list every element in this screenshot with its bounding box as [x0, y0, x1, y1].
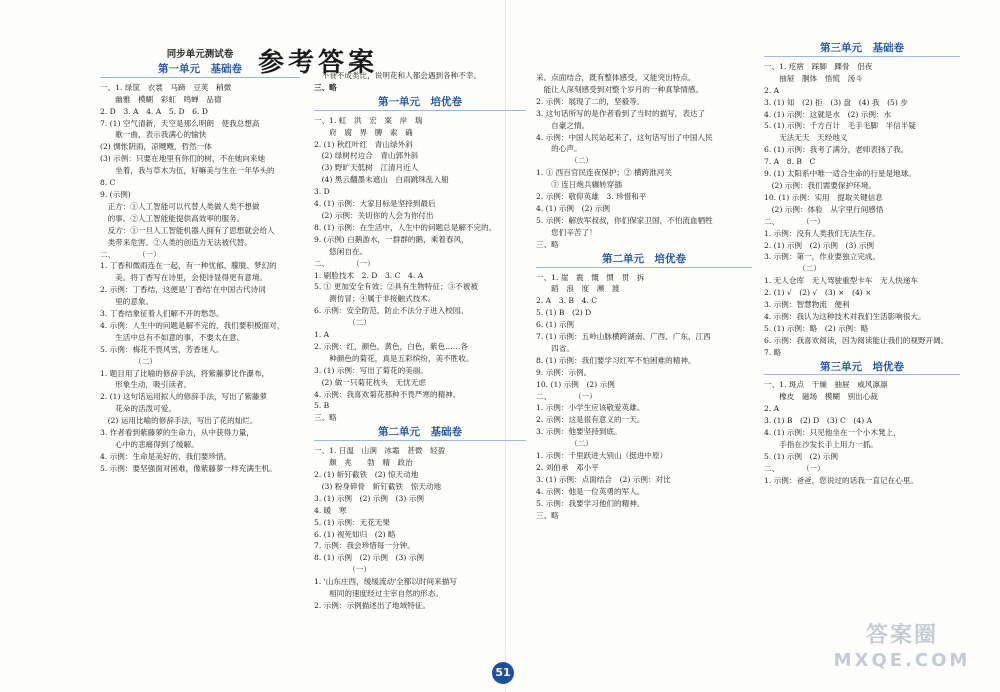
answer-line: 相同的速度经过主宰自然的形态。 — [314, 589, 444, 599]
answer-line: （二） — [536, 156, 593, 166]
answer-line: 花朵的活泼可爱。 — [100, 404, 176, 414]
answer-line: 5. 示例：梅花不畏风雪，芳香迷人。 — [100, 344, 224, 354]
answer-line: 2. 示例：丁香结，这便是'丁香结'在中国古代诗词 — [100, 285, 266, 295]
answer-line: 5. ① 更加安全有效；②具有生物特征；③不被被 — [314, 282, 478, 292]
answer-line: 幽雅 模糊 彩虹 鸣蝉 品德 — [100, 94, 222, 104]
answer-line: 8. C — [100, 178, 116, 188]
answer-line: 2. 示例：展现了二的，坚毅等。 — [536, 96, 645, 106]
answer-line: 2. (1) 示例 (2) 示例 (3) 示例 — [764, 240, 874, 250]
answer-line: 1. 丁香和微雨连在一起，有一种忧郁、朦胧、梦幻的 — [100, 261, 277, 271]
answer-line: 7. 略 — [764, 347, 782, 357]
answer-line: 悠闲自在。 — [314, 246, 368, 256]
answer-line: (2) 惆怅阴雨，凉飕飕，哲然一体 — [100, 142, 212, 152]
answer-line: 4. 示例：他是一位英勇的军人。 — [536, 486, 645, 496]
answer-line: 4. 示例：生命是美好的，我们要珍惜。 — [100, 451, 232, 461]
answer-line: 2. 刘伯承 邓小平 — [536, 463, 599, 472]
answer-line: 1. 无人仓库 无人驾驶重型卡车 无人快递车 — [764, 276, 918, 286]
answer-line: 3. D — [314, 187, 330, 197]
answer-line: 4. 示例：中国人民站起来了，这句话写出了中国人民 — [536, 132, 713, 142]
answer-line: 1. 示例：没有人类我们无法生存。 — [764, 228, 880, 238]
answer-line: 6. 示例：我喜欢阅读，因为阅读能让我们的视野开阔。 — [764, 335, 949, 345]
answer-line: 三、略 — [314, 413, 337, 423]
answer-line: (2) 绿树村边合 青山郭外斜 — [314, 151, 419, 161]
answer-line: 4. (1) 示例：大家目标是坚持到最后 — [314, 199, 436, 209]
answer-line: 二、 （一） — [764, 216, 825, 226]
answer-line: 3. (1) 知 (2) 拒 (3) 盘 (4) 我 (5) 步 — [764, 97, 908, 107]
answer-line: 6. 示例：安全防范，防止不法分子进入校园。 — [314, 306, 468, 316]
answer-line: 能让人深刻感受到对整个岁月的一种真挚情感。 — [536, 84, 704, 94]
page-number: 51 — [492, 662, 514, 684]
answer-line: 2. 示例：敬仰英雄 3. 珍惜和平 — [536, 192, 647, 202]
answer-line: 三、略 — [314, 82, 337, 92]
answer-line: 2. (1) √ (2) √ (3) × (4) × — [764, 288, 872, 298]
answer-line: 美。将丁香写在诗里，会使诗显得更有意境。 — [100, 273, 268, 283]
answer-line: 9. (示例) — [100, 189, 131, 199]
answer-line: 6. (1) 示例 — [536, 320, 575, 330]
answer-line: 3. (1) 示例 (2) 示例 (3) 示例 — [314, 493, 424, 503]
answer-line: （一） — [314, 565, 371, 575]
column-3 — [536, 72, 752, 522]
answer-line: (2) 示例：体验 从字里行间感悟 — [764, 204, 884, 214]
answer-line: 一、1. 疙瘩 踩脚 踝骨 侣夜 — [764, 61, 873, 71]
answer-line: （二） — [764, 264, 821, 274]
answer-line: 1. 示例：小学生应该敬爱英雄。 — [536, 403, 645, 413]
answer-line: 3. 示例：他要坚持到底。 — [536, 427, 622, 437]
answer-line: (3) 野旷天低树 江清月近人 — [314, 163, 419, 173]
answer-line: 无法无天 天经地义 — [764, 133, 848, 143]
answer-line: 3. 示例：第一，作业要独立完成。 — [764, 252, 880, 262]
answer-line: 5. 示例：解放军叔叔，你们保家卫国，不怕流血牺牲 — [536, 215, 713, 225]
answer-line: 抽屉 胴体 悟慌 汤斗 — [764, 73, 863, 83]
unit-heading: 第一单元 培优卷 — [314, 97, 526, 111]
answer-line: 4. (1) 示例：这就是水 (2) 示例：水 — [764, 109, 892, 119]
answer-line: 三、略 — [536, 510, 559, 520]
answer-line: （二） — [314, 318, 371, 328]
answer-line: 9. (1) 太阳系中唯一适合生命的行星是地球。 — [764, 169, 916, 179]
answer-line: (2) 示例：关切你的人会为你付出 — [314, 210, 434, 220]
answer-list — [764, 379, 960, 486]
answer-line: 2. (1) 秋红叶红 青山绿外斜 — [314, 139, 413, 149]
answer-line: 7. (1) 示例：五岭山脉横跨湖南、广西、广东、江西 — [536, 332, 711, 342]
column-4 — [764, 40, 960, 487]
answer-line: 1. '山东庄西，缓缓流动'全都以时间来描写 — [314, 577, 457, 587]
answer-line: (4) 黑云翻墨未遮山 白雨跳珠乱入船 — [314, 175, 449, 185]
answer-line: 里的意象。 — [100, 297, 154, 307]
answer-line: 8. (1) 示例 (2) 示例 (3) 示例 — [314, 553, 424, 563]
answer-line: 5. (1) 示例：无花无果 — [314, 517, 390, 527]
answer-line: 5. (1) 示例：略 (2) 示例：略 — [764, 323, 869, 333]
answer-line: 蹈 浪 度 濒 渡 — [536, 284, 620, 294]
answer-line: 二、 （一） — [100, 249, 161, 259]
unit-heading: 第三单元 培优卷 — [764, 362, 960, 376]
answer-line: 6. (1) 视死如归 (2) 略 — [314, 529, 396, 539]
answer-line: 2. (1) 这句话运用拟人的修辞手法，写出了紫藤萝 — [100, 392, 268, 402]
answer-line: 9. (示例) 白鹅游水，一群群的鹅，乘着春风， — [314, 234, 469, 244]
answer-line: 4. (1) 示例：只见他坐在一个小木凳上， — [764, 428, 901, 438]
answer-line: (3) 粉身碎骨 斩钉截铁 惊天动地 — [314, 481, 442, 491]
answer-line: 5. 示例：要坚强面对困难，像紫藤萝一样充满生机。 — [100, 463, 277, 473]
answer-list — [314, 445, 526, 612]
answer-line: 3. (1) B (2) D (3) C (4) A — [764, 416, 873, 426]
answer-line: 5. B — [314, 401, 330, 411]
answer-line: 一、1. 虹 洪 宏 案 岸 瑞 — [314, 115, 423, 125]
column-2 — [314, 70, 526, 612]
answer-line: 7. 示例：我会珍惜每一分钟。 — [314, 541, 415, 551]
answer-line: 府 腐 界 膊 索 确 — [314, 127, 413, 137]
answer-line: 的心声。 — [536, 144, 582, 154]
unit-heading: 第二单元 培优卷 — [536, 254, 752, 268]
answer-line: 测仿冒；④属于非接触式技术。 — [314, 294, 436, 304]
section-subtitle: 同步单元测试卷 — [166, 49, 234, 60]
answer-line: 一、1. 绿筐 衣裳 马蹄 豆荚 稍微 — [100, 82, 232, 92]
answer-line: (2) 示例：我们需要保护环境。 — [764, 180, 876, 190]
answer-line: 一、1. 日温 山涧 冰霜 甚微 轻盈 — [314, 446, 446, 456]
column-1 — [100, 46, 300, 475]
answer-list — [536, 272, 752, 522]
answer-line: 自豪之情。 — [536, 120, 590, 130]
answer-line: 正方：①人工智能可以代替人类做人类不想做 — [100, 201, 260, 211]
answer-line: 2. A 3. B 4. C — [536, 296, 598, 306]
answer-line: 3. 丁香结象征着人们解不开的愁怨。 — [100, 309, 224, 319]
answer-line: 7. A 8. B C — [764, 157, 816, 167]
answer-line: 3. 这句话所写的是作者看到了当时的描写，表达了 — [536, 108, 706, 118]
answer-line: 一、1. 斑点 干燥 抽屉 威风凛凛 — [764, 380, 888, 390]
unit-heading: 第二单元 基础卷 — [314, 427, 526, 441]
answer-line: (3) 示例：只要在地里有你们的树，不在她向来她 — [100, 154, 266, 164]
watermark-logo — [832, 622, 972, 682]
answer-line: 的事。②人工智能能提供高效率的服务。 — [100, 213, 245, 223]
answer-line: ③ 连日炮兵辗转穿插 — [536, 180, 622, 190]
answer-line: 4. 暖 寒 — [314, 505, 347, 515]
unit-heading: 第一单元 基础卷 — [100, 64, 300, 78]
answer-line: 4. 示例：人生中的问题是解不完的，我们要积极面对， — [100, 320, 285, 330]
answer-line: 1. A — [314, 330, 330, 340]
answer-line: 8. (1) 示例：我们要学习红军不怕困难的精神。 — [536, 355, 696, 365]
answer-line: 二、 （一） — [764, 463, 825, 473]
answer-line: 1. 示例：千里跃进大别山（挺进中原） — [536, 451, 668, 461]
answer-line: 5. (1) B (2) D — [536, 308, 592, 318]
answer-line: (2) 运用比喻的修辞手法，写出了花的灿烂。 — [100, 416, 258, 426]
answer-line: 心中的悲痛得到了缓解。 — [100, 440, 199, 449]
answer-line: 四省。 — [536, 343, 574, 353]
answer-line: 生活中总有不如意的事，不要太在意。 — [100, 332, 245, 342]
answer-line: （二） — [536, 439, 593, 449]
answer-line: 5. (1) 示例：千方百计 毛手毛脚 半信半疑 — [764, 121, 916, 131]
answer-line: 1. 刷脸技术 2. D 3. C 4. A — [314, 270, 424, 280]
answer-line: 不衰不成类比，说明花和人都会遇到各种不幸。 — [314, 71, 482, 80]
answer-line: 2. 示例：红，颜色，黄色，白色，紫色……各 — [314, 341, 468, 351]
answer-line: 3. (1) 示例：写出了菊花的美丽。 — [314, 365, 428, 375]
answer-line: 二、 （一） — [314, 258, 375, 268]
answer-line: 橡皮 磁场 模糊 别出心裁 — [764, 392, 878, 402]
answer-line: 9. 示例：示例。 — [536, 367, 592, 377]
answer-line: 1. 题目用了比喻的修辞手法，将紫藤萝比作瀑布， — [100, 368, 270, 378]
answer-line: 反方：①一旦人工智能机器人拥有了思想就会给人 — [100, 225, 275, 235]
answer-line: 2. A — [764, 85, 780, 95]
answer-line: 类带来危害。②人类的创造力无法被代替。 — [100, 237, 252, 247]
answer-line: 5. (1) 示例 (2) 示例 — [764, 451, 838, 461]
answer-line: 2. 示例：示例描述出了地域特征。 — [314, 600, 430, 610]
unit-heading: 第三单元 基础卷 — [764, 43, 960, 57]
answer-line: 4. 示例：我喜欢菊花那种不畏严寒的精神。 — [314, 389, 461, 399]
answer-line: 一、1. 崖 震 慨 惯 贯 拆 — [536, 272, 645, 282]
answer-line: 三、略 — [536, 239, 559, 249]
answer-list — [536, 72, 752, 251]
answer-line: 二、 （一） — [536, 391, 597, 401]
answer-line: (2) 做一只菊花枕头 无忧无虑 — [314, 377, 426, 387]
watermark-text: 答案圈 — [865, 623, 938, 648]
answer-line: 7. (1) 空气清新，天空是那么明朗 使我总想高 — [100, 118, 260, 128]
answer-line: 2. A — [764, 404, 780, 414]
answer-line: 5. 示例：我要学习他们的精神。 — [536, 498, 645, 508]
answer-line: 2. D 3. A 4. A 5. D 6. D — [100, 106, 208, 116]
answer-line: （二） — [100, 356, 157, 366]
answer-line: 10. (1) 示例：实用 提取关键信息 — [764, 192, 883, 202]
answer-line: 3. (1) 示例：点面结合 (2) 示例：对比 — [536, 474, 671, 484]
answer-list — [764, 61, 960, 359]
answer-line: 手指在沙发长手上用力一抓。 — [764, 440, 878, 449]
answer-line: 6. (1) 示例：我考了满分，老师表扬了我。 — [764, 145, 909, 155]
answer-line: 3. 作者看到紫藤萝的生命力，从中获得力量， — [100, 428, 254, 438]
answer-line: 歌一曲，表示我满心的愉快 — [100, 130, 207, 140]
answer-line: 颇 兆 勃 精 政治 — [314, 458, 413, 468]
answer-line: 1. 示例：爸爸，您说过的话我一直记在心里。 — [764, 475, 918, 485]
answer-line: 4. (1) 示例 (2) 示例 — [536, 203, 610, 213]
answer-line: 2. 示例：这是很有意义的一天。 — [536, 415, 645, 425]
answer-line: 10. (1) 示例 (2) 示例 — [536, 379, 615, 389]
page-title: 参考答案 — [258, 48, 379, 78]
answer-line: 形象生动，吸引读者。 — [100, 380, 192, 390]
answer-line: 坐着，我与草木为伍，好嘛美与生在一年华头的 — [100, 166, 275, 176]
answer-line: 8. (1) 示例：在生活中，人生中的问题总是解不完的。 — [314, 222, 497, 232]
answer-line: 1. ① 西百官民连夜保护；② 横跨淮河关 — [536, 168, 672, 178]
answer-line: 4. 示例：我认为这种技术对我们生活影响很大。 — [764, 311, 926, 321]
answer-list — [100, 82, 300, 475]
answer-line: 种颜色的菊花，真是五彩缤纷，美不胜收。 — [314, 353, 474, 363]
answer-line: 2. (1) 斩钉截铁 (2) 惊天动地 — [314, 470, 419, 479]
answer-line: 采。点面结合，既有整体感受，又能突出特点。 — [536, 73, 696, 82]
answer-list — [314, 115, 526, 425]
watermark-url: MXQE.COM — [833, 650, 971, 671]
answer-line: 3. 示例：智慧物流 便利 — [764, 300, 850, 310]
answer-line: 您们辛苦了！ — [536, 227, 597, 237]
